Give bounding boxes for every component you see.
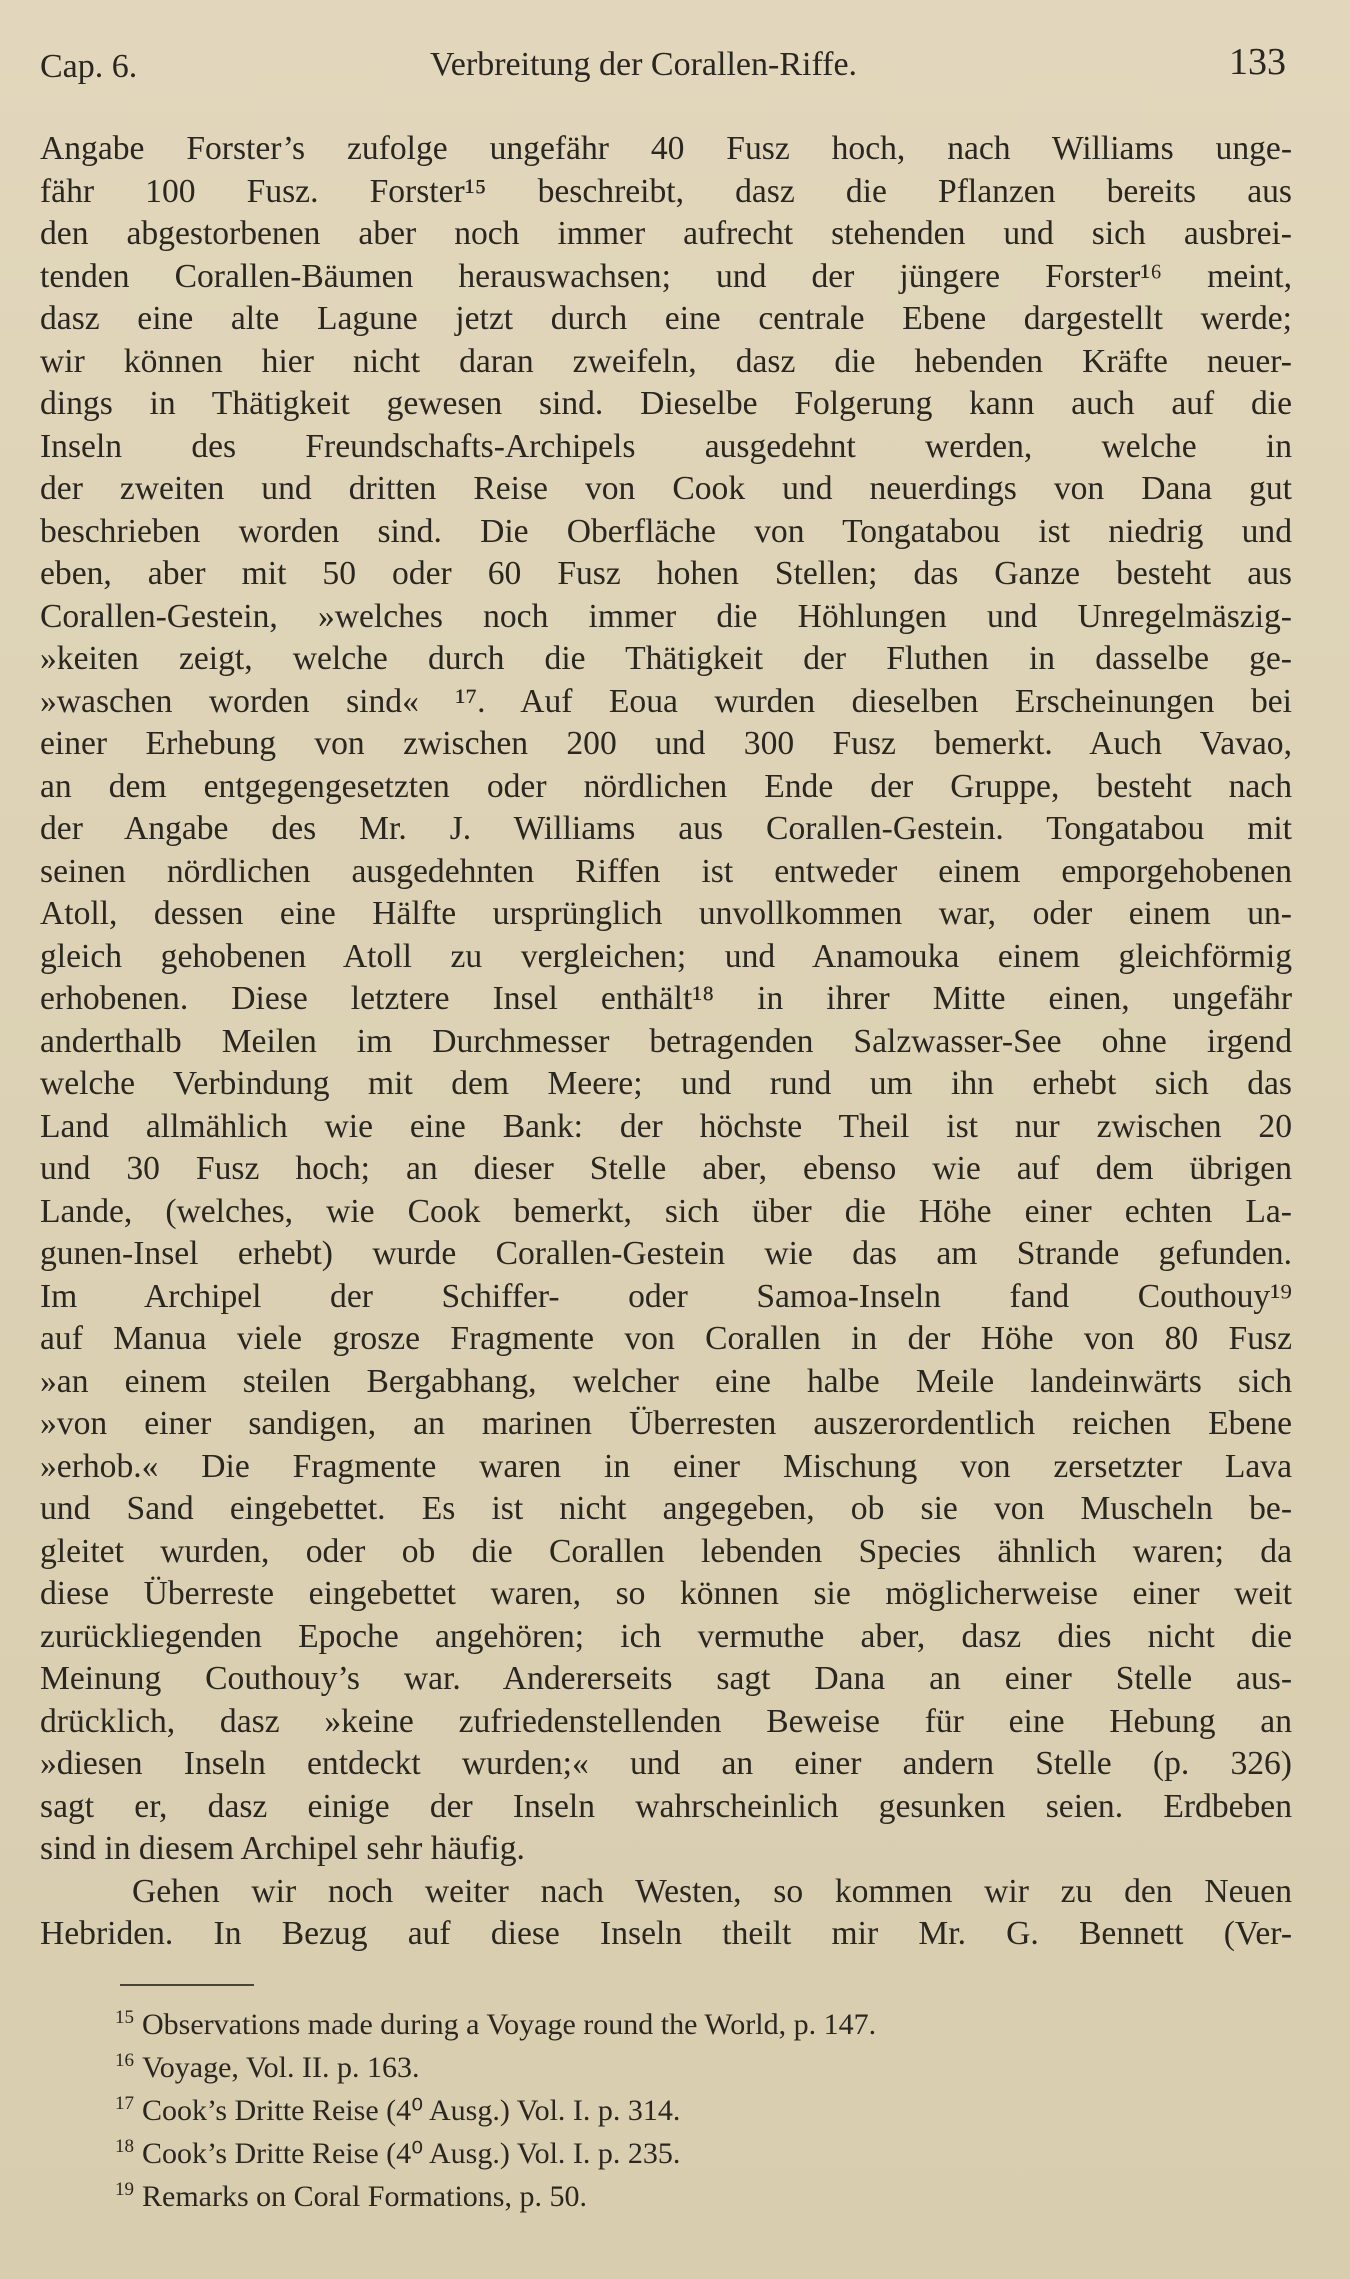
text-line: gleich gehobenen Atoll zu vergleichen; und Anamouka einem gleichförmig (40, 937, 1292, 975)
text-line: »waschen worden sind« ¹⁷. Auf Eoua wurden dieselben Erscheinungen bei (40, 682, 1292, 720)
text-line: Meinung Couthouy’s war. Andererseits sagt Dana an einer Stelle aus- (40, 1660, 1292, 1697)
footnote (115, 2132, 876, 2175)
text-line: den abgestorbenen aber noch immer aufrecht stehenden und sich ausbrei- (40, 215, 1292, 252)
text-line: und 30 Fusz hoch; an dieser Stelle aber, ebenso wie auf dem übrigen (40, 1150, 1292, 1187)
footnote (115, 2046, 876, 2089)
footnote (115, 2175, 876, 2218)
text-line: »von einer sandigen, an marinen Überresten auszerordentlich reichen Ebene (40, 1405, 1292, 1442)
text-line: eben, aber mit 50 oder 60 Fusz hohen Stellen; das Ganze besteht aus (40, 555, 1292, 592)
text-line: wir können hier nicht daran zweifeln, dasz die hebenden Kräfte neuer- (40, 342, 1292, 380)
text-line: gleitet wurden, oder ob die Corallen lebenden Species ähnlich waren; da (40, 1532, 1292, 1570)
footnote-number: 18 (115, 2136, 134, 2157)
text-line: tenden Corallen-Bäumen herauswachsen; und der jüngere Forster¹⁶ meint, (40, 257, 1292, 295)
text-line: »keiten zeigt, welche durch die Thätigkeit der Fluthen in dasselbe ge- (40, 640, 1292, 677)
text-line: Inseln des Freundschafts-Archipels ausgedehnt werden, welche in (40, 427, 1292, 465)
text-line: zurückliegenden Epoche angehören; ich vermuthe aber, dasz dies nicht die (40, 1617, 1292, 1655)
footnote-number: 17 (115, 2093, 134, 2114)
text-line: Angabe Forster’s zufolge ungefähr 40 Fusz hoch, nach Williams unge- (40, 130, 1292, 167)
footnote-text: Observations made during a Voyage round the World, p. 147. (142, 2008, 877, 2041)
text-line: Gehen wir noch weiter nach Westen, so kommen wir zu den Neuen (132, 1872, 1292, 1910)
chapter-label: Cap. 6. (40, 48, 138, 85)
text-line: gunen-Insel erhebt) wurde Corallen-Gestein wie das am Strande gefunden. (40, 1235, 1292, 1272)
footnote-number: 15 (115, 2007, 134, 2028)
text-line: der zweiten und dritten Reise von Cook und neuerdings von Dana gut (40, 470, 1292, 507)
text-line: Lande, (welches, wie Cook bemerkt, sich über die Höhe einer echten La- (40, 1192, 1292, 1230)
text-line: sind in diesem Archipel sehr häufig. (40, 1830, 525, 1867)
text-line: Corallen-Gestein, »welches noch immer die Höhlungen und Unregelmäszig- (40, 597, 1292, 635)
text-line: diese Überreste eingebettet waren, so können sie möglicherweise einer weit (40, 1575, 1292, 1612)
text-line: beschrieben worden sind. Die Oberfläche von Tongatabou ist niedrig und (40, 512, 1292, 550)
footnote-text: Remarks on Coral Formations, p. 50. (142, 2180, 587, 2213)
text-line: »an einem steilen Bergabhang, welcher eine halbe Meile landeinwärts sich (40, 1362, 1292, 1400)
footnote-text: Voyage, Vol. II. p. 163. (142, 2051, 420, 2084)
footnote (115, 2003, 876, 2046)
text-line: erhobenen. Diese letztere Insel enthält¹⁸ in ihrer Mitte einen, ungefähr (40, 980, 1292, 1017)
text-line: an dem entgegengesetzten oder nördlichen Ende der Gruppe, besteht nach (40, 767, 1292, 805)
text-line: welche Verbindung mit dem Meere; und rund um ihn erhebt sich das (40, 1065, 1292, 1102)
footnote-text: Cook’s Dritte Reise (4⁰ Ausg.) Vol. I. p. 235. (142, 2137, 681, 2170)
text-line: seinen nördlichen ausgedehnten Riffen ist entweder einem emporgehobenen (40, 852, 1292, 890)
text-line: Atoll, dessen eine Hälfte ursprünglich unvollkommen war, oder einem un- (40, 895, 1292, 932)
text-line: dings in Thätigkeit gewesen sind. Dieselbe Folgerung kann auch auf die (40, 385, 1292, 422)
page-number: 133 (1229, 41, 1286, 83)
text-line: Im Archipel der Schiffer- oder Samoa-Inseln fand Couthouy¹⁹ (40, 1277, 1292, 1315)
text-line: fähr 100 Fusz. Forster¹⁵ beschreibt, dasz die Pflanzen bereits aus (40, 172, 1292, 210)
body-text (40, 128, 1292, 1956)
footnote-number: 19 (115, 2179, 134, 2200)
text-line: dasz eine alte Lagune jetzt durch eine centrale Ebene dargestellt werde; (40, 300, 1292, 337)
text-line: einer Erhebung von zwischen 200 und 300 Fusz bemerkt. Auch Vavao, (40, 725, 1292, 762)
footnote-number: 16 (115, 2050, 134, 2071)
text-line: auf Manua viele grosze Fragmente von Corallen in der Höhe von 80 Fusz (40, 1320, 1292, 1357)
text-line: drücklich, dasz »keine zufriedenstellenden Beweise für eine Hebung an (40, 1702, 1292, 1740)
footnote-text: Cook’s Dritte Reise (4⁰ Ausg.) Vol. I. p. 314. (142, 2094, 681, 2127)
text-line: der Angabe des Mr. J. Williams aus Corallen-Gestein. Tongatabou mit (40, 810, 1292, 847)
text-line: sagt er, dasz einige der Inseln wahrscheinlich gesunken seien. Erdbeben (40, 1787, 1292, 1825)
text-line: Land allmählich wie eine Bank: der höchste Theil ist nur zwischen 20 (40, 1107, 1292, 1145)
footnote-rule (120, 1984, 254, 1986)
running-title: Verbreitung der Corallen-Riffe. (430, 46, 858, 83)
text-line: und Sand eingebettet. Es ist nicht angegeben, ob sie von Muscheln be- (40, 1490, 1292, 1527)
running-header (40, 36, 1286, 86)
text-line: »erhob.« Die Fragmente waren in einer Mischung von zersetzter Lava (40, 1447, 1292, 1485)
text-line: Hebriden. In Bezug auf diese Inseln theilt mir Mr. G. Bennett (Ver- (40, 1915, 1292, 1952)
text-line: anderthalb Meilen im Durchmesser betragenden Salzwasser-See ohne irgend (40, 1022, 1292, 1060)
footnotes (115, 2003, 876, 2218)
footnote (115, 2089, 876, 2132)
text-line: »diesen Inseln entdeckt wurden;« und an einer andern Stelle (p. 326) (40, 1745, 1292, 1782)
